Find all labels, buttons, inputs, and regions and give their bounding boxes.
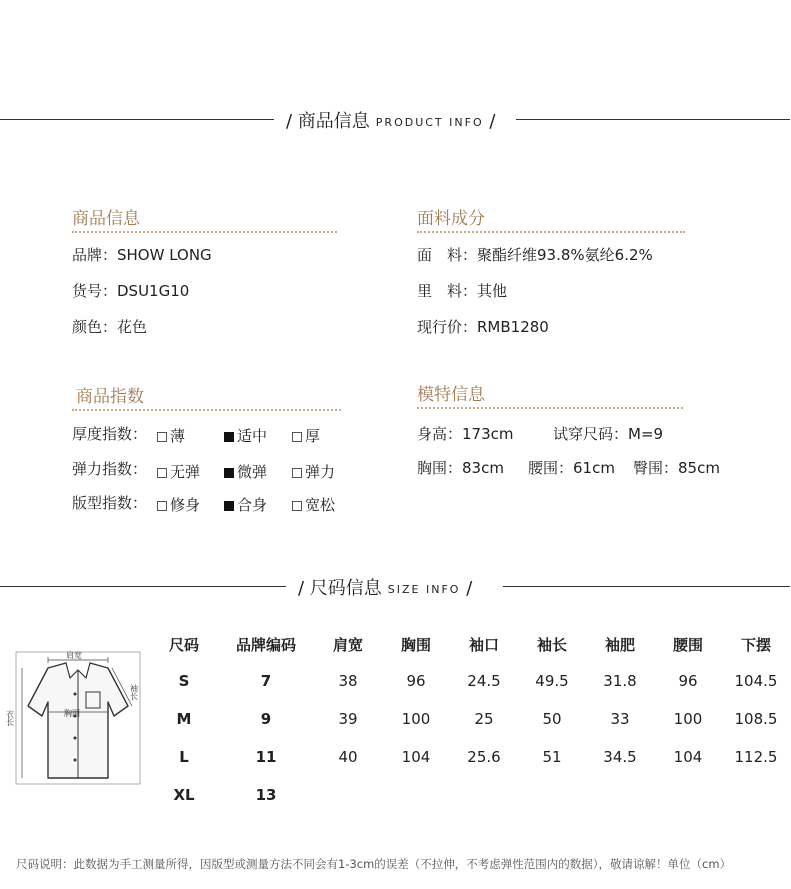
checkbox-icon [292,468,302,478]
elasticity-option-slight: 微弹 [224,461,267,482]
table-cell-code: 11 [255,748,277,766]
model-hip-text: 臀围：85cm [633,459,720,477]
table-cell: 31.8 [603,672,637,690]
product-indices-heading: 商品指数 [76,387,144,407]
table-cell: 96 [406,672,426,690]
lining-text: 里 料：其他 [417,282,508,300]
table-header: 袖口 [468,636,499,654]
table-cell: 112.5 [734,748,778,766]
dotted-divider [417,231,685,233]
table-header: 袖长 [536,636,567,654]
table-cell: 34.5 [603,748,637,766]
table-cell: 104 [673,748,703,766]
table-cell: 104 [401,748,431,766]
table-cell: 40 [338,748,358,766]
table-cell: 39 [338,710,358,728]
table-cell-size: L [179,748,189,766]
table-cell: 104.5 [734,672,778,690]
table-cell: 38 [338,672,358,690]
outer-fabric-text: 面 料：聚酯纤维93.8%氨纶6.2% [417,246,653,264]
thickness-option-medium: 适中 [224,425,267,446]
table-cell: 25 [474,710,494,728]
table-header: 品牌编码 [235,636,296,654]
fit-label: 版型指数： [72,494,148,512]
table-cell: 25.6 [467,748,501,766]
elasticity-label: 弹力指数： [72,460,148,478]
table-header: 胸围 [400,636,431,654]
thickness-option-thick: 厚 [292,425,320,446]
diagram-label-sleeve: 袖长 [129,684,139,700]
fabric-heading: 面料成分 [417,209,485,229]
table-header: 下摆 [740,636,771,654]
table-cell: 49.5 [535,672,569,690]
table-header: 腰围 [672,636,703,654]
checkbox-checked-icon [224,468,234,478]
diagram-label-shoulder: 肩宽 [66,651,82,660]
model-chest-text: 胸围：83cm [417,459,504,477]
color-text: 颜色：花色 [72,318,148,336]
table-cell-code: 9 [260,710,272,728]
dotted-divider [417,407,683,409]
divider-left [0,119,274,120]
model-info-heading: 模特信息 [417,385,485,405]
elasticity-option-none: 无弹 [157,461,200,482]
product-info-heading: 商品信息 [72,209,140,229]
model-waist-text: 腰围：61cm [528,459,615,477]
fit-option-slim: 修身 [157,494,200,515]
table-cell-code: 13 [255,786,277,804]
size-note: 尺码说明：此数据为手工测量所得，因版型或测量方法不同会有1-3cm的误差（不拉伸，不考虑弹性范围内的数据），敬请谅解！单位（cm） [16,857,732,871]
fit-option-loose: 宽松 [292,494,335,515]
dotted-divider [72,231,337,233]
table-cell-size: M [176,710,192,728]
section-title-size-info: / 尺码信息 SIZE INFO / [298,578,473,599]
diagram-label-length: 衣长 [5,710,15,726]
divider-right [516,119,790,120]
section-title-product-info: / 商品信息 PRODUCT INFO / [286,111,496,132]
diagram-label-chest: 胸围 [64,709,80,718]
table-header: 肩宽 [332,636,363,654]
divider-right [503,586,790,587]
table-cell: 96 [678,672,698,690]
model-size-text: 试穿尺码：M=9 [553,425,664,443]
checkbox-icon [157,468,167,478]
table-cell-size: XL [173,786,195,804]
checkbox-checked-icon [224,432,234,442]
table-header: 尺码 [168,636,199,654]
checkbox-checked-icon [224,501,234,511]
checkbox-icon [292,501,302,511]
divider-left [0,586,286,587]
model-height-text: 身高：173cm [417,425,514,443]
product-code-text: 货号：DSU1G10 [72,282,190,300]
table-cell: 24.5 [467,672,501,690]
thickness-label: 厚度指数： [72,425,148,443]
price-text: 现行价：RMB1280 [417,318,549,336]
thickness-option-thin: 薄 [157,425,185,446]
dotted-divider [72,409,341,411]
table-cell: 100 [401,710,431,728]
shirt-measurement-diagram [5,646,150,788]
table-header: 袖肥 [604,636,635,654]
checkbox-icon [157,501,167,511]
table-cell: 50 [542,710,562,728]
elasticity-option-stretch: 弹力 [292,461,335,482]
table-cell-code: 7 [260,672,272,690]
table-cell-size: S [178,672,190,690]
checkbox-icon [157,432,167,442]
table-cell: 51 [542,748,562,766]
checkbox-icon [292,432,302,442]
table-cell: 100 [673,710,703,728]
fit-option-regular: 合身 [224,494,267,515]
brand-text: 品牌：SHOW LONG [72,246,212,264]
table-cell: 108.5 [734,710,778,728]
table-cell: 33 [610,710,630,728]
